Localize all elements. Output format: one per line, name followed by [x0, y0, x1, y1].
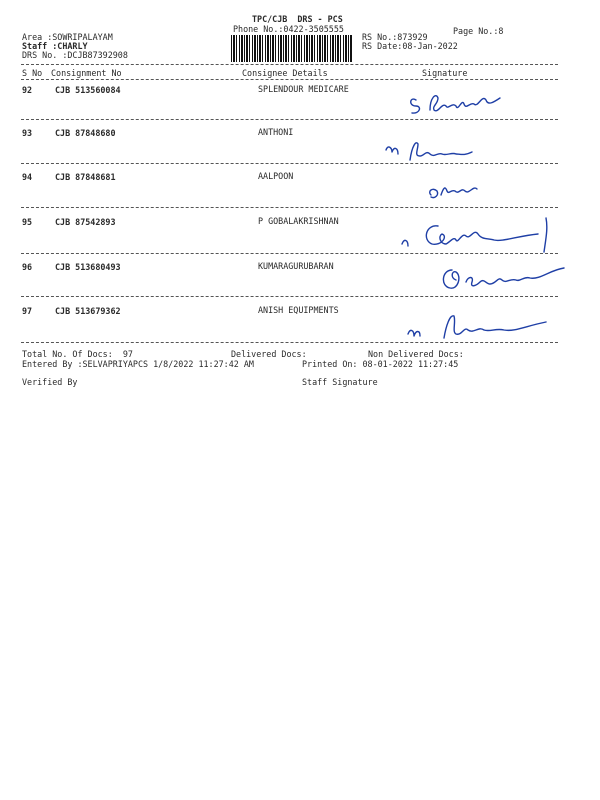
col-signature: Signature — [422, 68, 468, 78]
report-title: TPC/CJB DRS - PCS — [252, 14, 343, 24]
printed-on: Printed On: 08-01-2022 11:27:45 — [302, 359, 459, 369]
staff-label: Staff :CHARLY — [22, 41, 88, 51]
rs-number: RS No.:873929 — [362, 32, 428, 42]
signature-image — [382, 136, 492, 170]
row-consignment: CJB 87848681 — [55, 172, 116, 182]
signature-image — [425, 175, 505, 207]
verified-by-label: Verified By — [22, 377, 78, 387]
delivered-docs: Delivered Docs: — [231, 349, 307, 359]
rs-date: RS Date:08-Jan-2022 — [362, 41, 458, 51]
barcode-image — [231, 35, 353, 62]
row-divider — [21, 207, 558, 208]
row-consignee: SPLENDOUR MEDICARE — [258, 84, 349, 94]
row-consignee: KUMARAGURUBARAN — [258, 261, 334, 271]
non-delivered-docs: Non Delivered Docs: — [368, 349, 464, 359]
row-consignee: ANTHONI — [258, 127, 294, 137]
signature-image — [404, 310, 554, 348]
row-consignee: ANISH EQUIPMENTS — [258, 305, 339, 315]
entered-by: Entered By :SELVAPRIYAPCS 1/8/2022 11:27:42 AM — [22, 359, 254, 369]
phone-number: Phone No.:0422-3505555 — [233, 24, 344, 34]
total-docs: Total No. Of Docs: 97 — [22, 349, 133, 359]
col-s-no: S No — [22, 68, 43, 78]
col-consignee-details: Consignee Details — [242, 68, 328, 78]
header-divider-bottom — [21, 79, 558, 80]
row-sno: 95 — [22, 217, 33, 227]
area-label: Area :SOWRIPALAYAM — [22, 32, 113, 42]
row-consignment: CJB 513679362 — [55, 306, 121, 316]
header-divider-top — [21, 64, 558, 65]
row-consignee: P GOBALAKRISHNAN — [258, 216, 339, 226]
row-sno: 94 — [22, 172, 33, 182]
col-consignment-no: Consignment No — [51, 68, 122, 78]
row-consignment: CJB 87542893 — [55, 217, 116, 227]
row-sno: 92 — [22, 85, 33, 95]
page-number: Page No.:8 — [453, 26, 504, 36]
row-consignment: CJB 513560084 — [55, 85, 121, 95]
signature-image — [408, 88, 508, 122]
staff-signature-label: Staff Signature — [302, 377, 378, 387]
drs-number: DRS No. :DCJB87392908 — [22, 50, 128, 60]
row-consignee: AALPOON — [258, 171, 294, 181]
row-sno: 97 — [22, 306, 33, 316]
row-sno: 96 — [22, 262, 33, 272]
signature-image — [398, 218, 558, 262]
row-consignment: CJB 87848680 — [55, 128, 116, 138]
row-consignment: CJB 513680493 — [55, 262, 121, 272]
signature-image — [440, 262, 570, 300]
row-sno: 93 — [22, 128, 33, 138]
